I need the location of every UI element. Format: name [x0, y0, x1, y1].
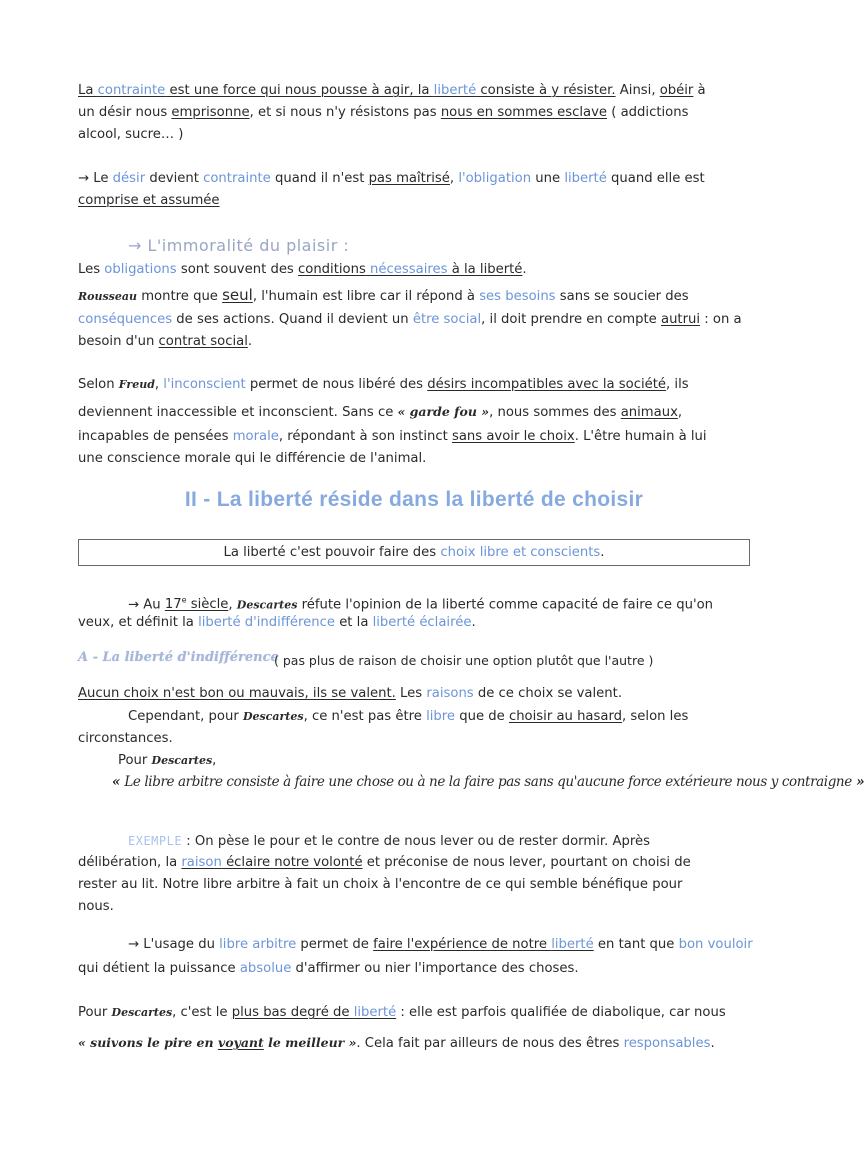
p6-line3: circonstances. [78, 731, 173, 746]
p2-line1: → Le désir devient contrainte quand il n'est pas maîtrisé, l'obligation une liberté quand elle est [78, 171, 705, 186]
p4-line2: deviennent inaccessible et inconscient. Sans ce « garde fou », nous sommes des animaux, [78, 404, 683, 420]
subsection-a-note: ( pas plus de raison de choisir une option plutôt que l'autre ) [274, 653, 654, 668]
p5-line1: → Au 17e siècle, Descartes réfute l'opinion de la liberté comme capacité de faire ce qu'on [128, 596, 714, 613]
p4-line1: Selon Freud, l'inconscient permet de nous libéré des désirs incompatibles avec la société, ils [78, 377, 689, 392]
p6-line2: Cependant, pour Descartes, ce n'est pas être libre que de choisir au hasard, selon les [128, 709, 689, 724]
p4-line3: incapables de pensées morale, répondant à son instinct sans avoir le choix. L'être humain à lui [78, 429, 707, 444]
p7-line3: rester au lit. Notre libre arbitre à fait un choix à l'encontre de ce qui semble bénéfique pour [78, 877, 683, 892]
p7-line4: nous. [78, 899, 114, 914]
p8-line1: → L'usage du libre arbitre permet de faire l'expérience de notre liberté en tant que bon vouloir [128, 937, 753, 952]
p9-line2: « suivons le pire en voyant le meilleur ». Cela fait par ailleurs de nous des êtres responsables. [78, 1035, 715, 1051]
sub-heading-immoralite: → L'immoralité du plaisir : [128, 236, 350, 255]
p9-line1: Pour Descartes, c'est le plus bas degré de liberté : elle est parfois qualifiée de diabolique, car nous [78, 1005, 726, 1020]
p3-line2: Rousseau montre que seul, l'humain est libre car il répond à ses besoins sans se soucier des [78, 286, 689, 304]
definition-box: La liberté c'est pouvoir faire des choix libre et conscients. [78, 539, 750, 566]
p3-line1: Les obligations sont souvent des conditions nécessaires à la liberté. [78, 262, 527, 277]
p4-line4: une conscience morale qui le différencie de l'animal. [78, 451, 427, 466]
p6-line4: Pour Descartes, [118, 753, 217, 768]
p6-line1: Aucun choix n'est bon ou mauvais, ils se valent. Les raisons de ce choix se valent. [78, 686, 623, 701]
p7-line2: délibération, la raison éclaire notre volonté et préconise de nous lever, pourtant on choisi de [78, 855, 691, 870]
p2-line2: comprise et assumée [78, 193, 220, 208]
p8-line2: qui détient la puissance absolue d'affirmer ou nier l'importance des choses. [78, 961, 579, 976]
section-title: II - La liberté réside dans la liberté de choisir [184, 488, 644, 511]
p3-line4: besoin d'un contrat social. [78, 334, 253, 349]
p5-line2: veux, et définit la liberté d'indifférence et la liberté éclairée. [78, 615, 476, 630]
descartes-quote: « Le libre arbitre consiste à faire une chose ou à ne la faire pas sans qu'aucune force extérieure nous y contraigne » [112, 774, 864, 790]
p1-line1: La contrainte est une force qui nous pousse à agir, la liberté consiste à y résister. Ainsi, obéir à [78, 83, 706, 98]
p3-line3: conséquences de ses actions. Quand il devient un être social, il doit prendre en compte autrui : on a [78, 312, 742, 327]
subsection-a-title: A - La liberté d'indifférence [78, 650, 279, 665]
p1-line3: alcool, sucre… ) [78, 127, 184, 142]
p1-line2: un désir nous emprisonne, et si nous n'y résistons pas nous en sommes esclave ( addictions [78, 105, 689, 120]
p7-line1: EXEMPLE : On pèse le pour et le contre de nous lever ou de rester dormir. Après [128, 834, 650, 849]
